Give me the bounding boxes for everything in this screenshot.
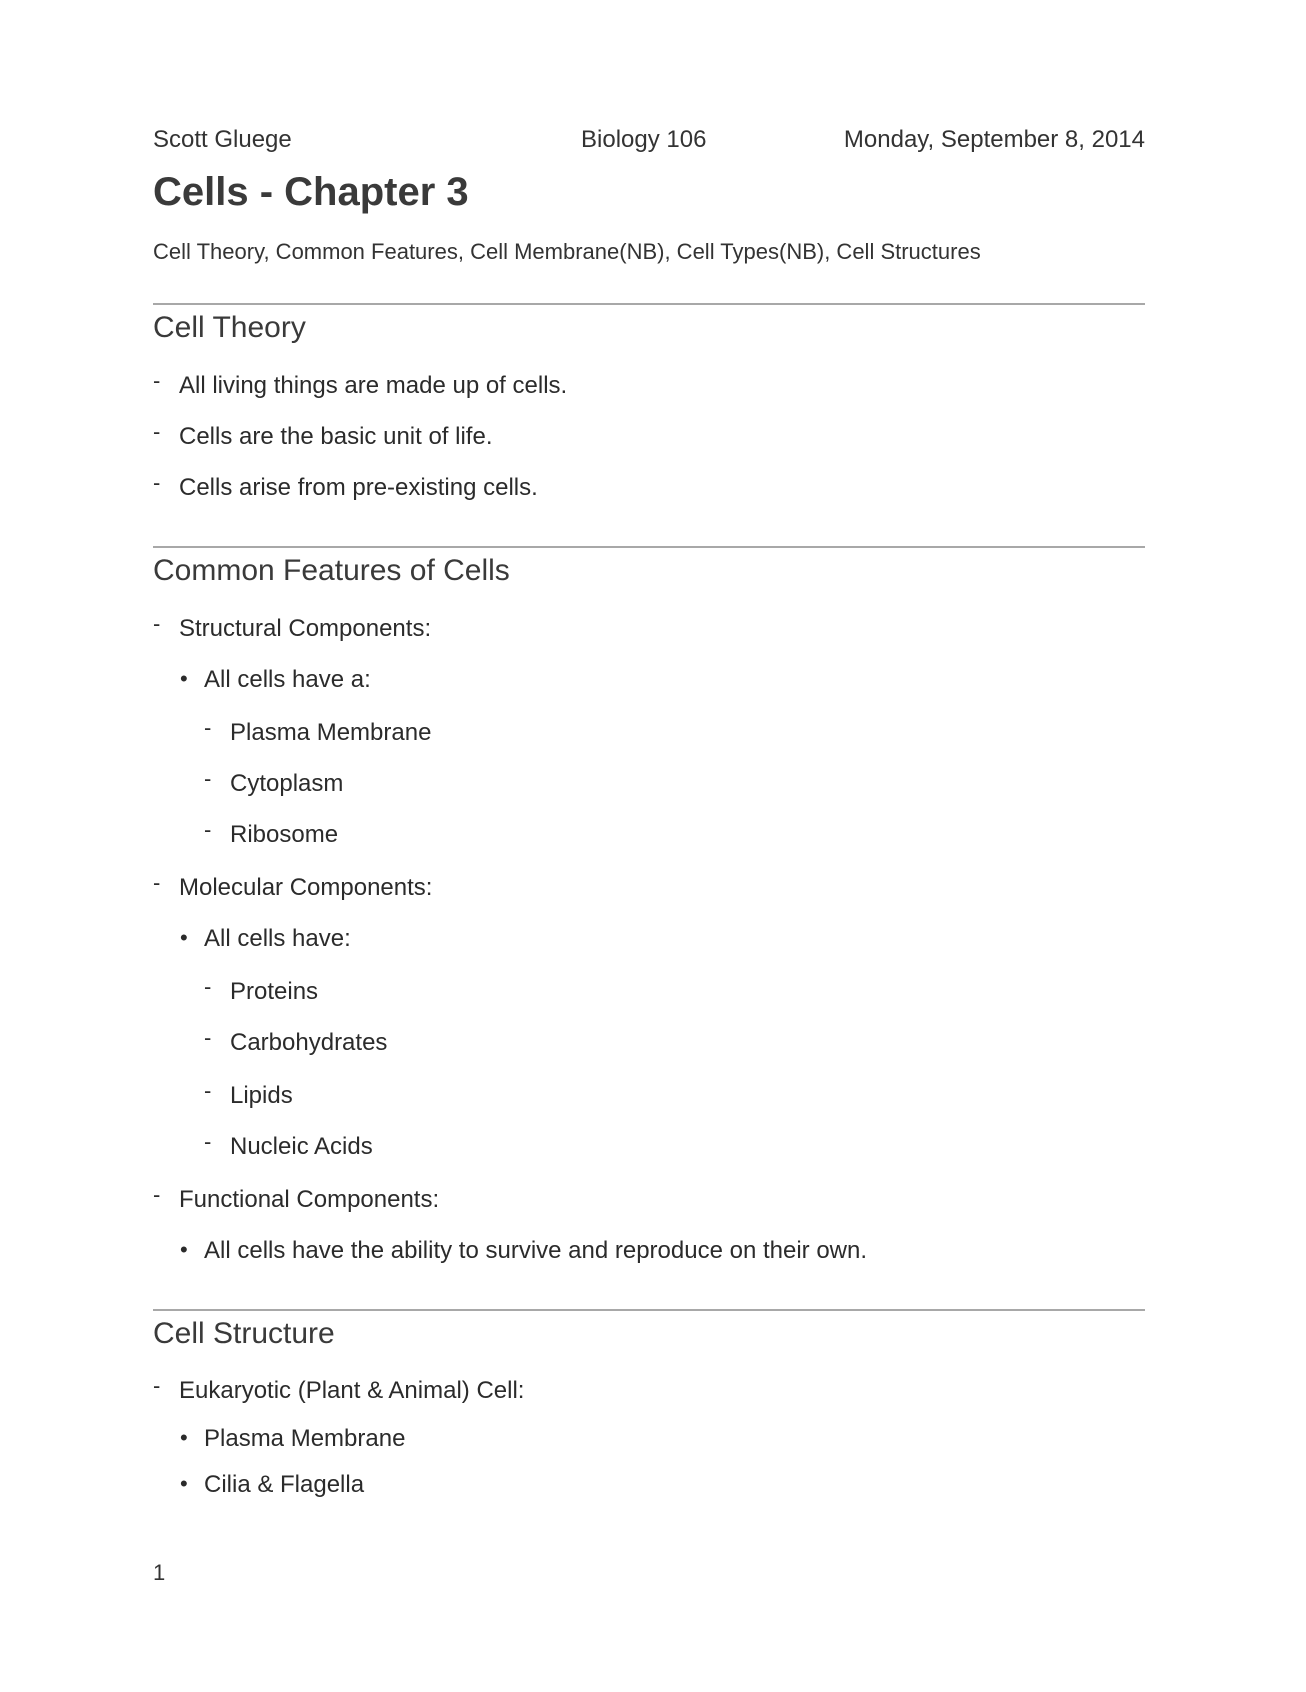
list-item-text: Structural Components: (179, 615, 432, 642)
list-item (204, 1078, 293, 1110)
list-item (204, 1129, 373, 1161)
list-item-text: Plasma Membrane (204, 1425, 406, 1452)
dash-marker: - (153, 1182, 161, 1207)
section-title-common-features: Common Features of Cells (153, 554, 510, 587)
list-item-text: All cells have a: (204, 666, 371, 693)
bullet-marker: • (180, 1471, 188, 1496)
bullet-marker: • (180, 925, 188, 950)
list-item (204, 766, 344, 798)
list-item (180, 666, 371, 694)
list-item-text: Nucleic Acids (230, 1133, 373, 1160)
list-item-text: All cells have the ability to survive and reproduce on their own. (204, 1237, 868, 1264)
document-title: Cells - Chapter 3 (153, 170, 469, 214)
list-item (153, 870, 433, 902)
dash-marker: - (204, 974, 212, 999)
dash-marker: - (153, 611, 161, 636)
dash-marker: - (204, 817, 212, 842)
list-item (204, 1025, 388, 1057)
section-divider (153, 303, 1145, 305)
list-item (153, 611, 432, 643)
dash-marker: - (153, 870, 161, 895)
list-item (180, 1425, 406, 1453)
list-item-text: Carbohydrates (230, 1029, 388, 1056)
list-item-text: Cilia & Flagella (204, 1471, 365, 1498)
dash-marker: - (153, 419, 161, 444)
list-item (180, 1237, 868, 1265)
document-date: Monday, September 8, 2014 (843, 126, 1145, 153)
section-title-cell-theory: Cell Theory (153, 311, 306, 344)
list-item (153, 368, 568, 400)
list-item (153, 1182, 440, 1214)
dash-marker: - (204, 715, 212, 740)
course-name: Biology 106 (581, 126, 707, 153)
list-item-text: Molecular Components: (179, 874, 433, 901)
list-item-text: Proteins (230, 978, 319, 1005)
list-item-text: Eukaryotic (Plant & Animal) Cell: (179, 1377, 525, 1404)
list-item-text: Cells are the basic unit of life. (179, 423, 493, 450)
page-number: 1 (153, 1560, 166, 1585)
list-item-text: All cells have: (204, 925, 351, 952)
list-item (153, 419, 493, 451)
bullet-marker: • (180, 1425, 188, 1450)
section-divider (153, 1309, 1145, 1311)
list-item-text: Cytoplasm (230, 770, 344, 797)
dash-marker: - (204, 1025, 212, 1050)
list-item-text: Cells arise from pre-existing cells. (179, 474, 538, 501)
list-item (180, 925, 351, 953)
section-title-cell-structure: Cell Structure (153, 1317, 335, 1350)
list-item-text: Functional Components: (179, 1186, 440, 1213)
dash-marker: - (204, 1129, 212, 1154)
dash-marker: - (153, 1373, 161, 1398)
list-item (153, 470, 538, 502)
list-item (153, 1373, 525, 1405)
document-subtitle: Cell Theory, Common Features, Cell Membrane(NB), Cell Types(NB), Cell Structures (153, 239, 981, 264)
list-item-text: Plasma Membrane (230, 719, 432, 746)
author-name: Scott Gluege (153, 126, 292, 153)
dash-marker: - (204, 766, 212, 791)
dash-marker: - (153, 368, 161, 393)
document-page (153, 0, 1145, 1692)
dash-marker: - (153, 470, 161, 495)
bullet-marker: • (180, 1237, 188, 1262)
list-item-text: All living things are made up of cells. (179, 372, 568, 399)
list-item-text: Lipids (230, 1082, 293, 1109)
bullet-marker: • (180, 666, 188, 691)
list-item (204, 974, 319, 1006)
list-item (204, 715, 432, 747)
list-item (204, 817, 339, 849)
document-header (153, 126, 1145, 158)
section-divider (153, 546, 1145, 548)
list-item (180, 1471, 365, 1499)
dash-marker: - (204, 1078, 212, 1103)
list-item-text: Ribosome (230, 821, 339, 848)
